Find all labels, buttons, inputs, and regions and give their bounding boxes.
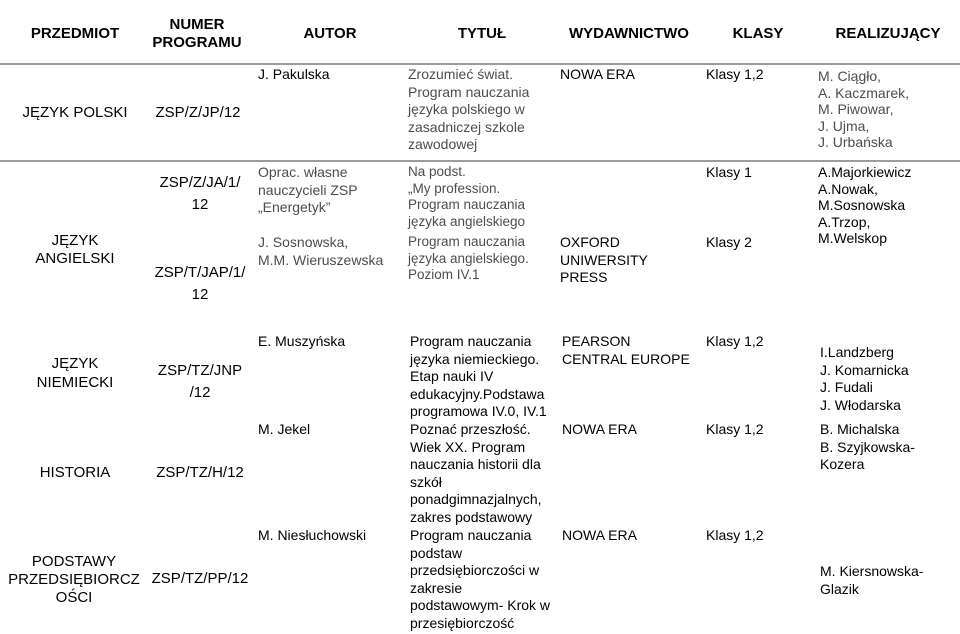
angielski-tytul-2: Program nauczania języka angielskiego. Poziom IV.1 bbox=[408, 234, 529, 282]
niemiecki-klasy: Klasy 1,2 bbox=[706, 333, 764, 349]
historia-tytul: Poznać przeszłość. Wiek XX. Program nauczania historii dla szkół ponadgimnazjalnych, zakres podstawowy bbox=[410, 421, 542, 525]
angielski-przedmiot: JĘZYK ANGIELSKI bbox=[35, 232, 115, 267]
przedsiebiorczosc-tytul: Program nauczania podstaw przedsiębiorczości w zakresie podstawowym- Krok w przesiębiorczość bbox=[410, 527, 551, 631]
header-numer-programu: NUMER PROGRAMU bbox=[152, 16, 242, 51]
header-przedmiot: PRZEDMIOT bbox=[30, 25, 120, 42]
angielski-numer-1: ZSP/Z/JA/1/ 12 bbox=[159, 174, 241, 213]
historia-autor: M. Jekel bbox=[258, 421, 311, 437]
angielski-klasy-1: Klasy 1 bbox=[706, 164, 752, 180]
historia-przedmiot: HISTORIA bbox=[39, 464, 111, 481]
przedsiebiorczosc-przedmiot: PODSTAWY PRZEDSIĘBIORCZ OŚCI bbox=[8, 553, 140, 606]
historia-numer: ZSP/TZ/H/12 bbox=[156, 464, 244, 481]
przedsiebiorczosc-klasy: Klasy 1,2 bbox=[706, 527, 764, 543]
polski-bottom-rule bbox=[0, 160, 960, 162]
angielski-klasy-2: Klasy 2 bbox=[706, 234, 752, 250]
historia-realizujacy: B. Michalska B. Szyjkowska- Kozera bbox=[820, 421, 915, 472]
przedsiebiorczosc-numer: ZSP/TZ/PP/12 bbox=[151, 570, 249, 587]
historia-wydawnictwo: NOWA ERA bbox=[562, 421, 637, 437]
polski-realizujacy: M. Ciągło, A. Kaczmarek, M. Piwowar, J. Ujma, J. Urbańska bbox=[818, 68, 910, 150]
polski-tytul: Zrozumieć świat. Program nauczania języka polskiego w zasadniczej szkole zawodowej bbox=[408, 66, 530, 152]
historia-klasy: Klasy 1,2 bbox=[706, 421, 764, 437]
niemiecki-realizujacy: I.Landzberg J. Komarnicka J. Fudali J. Włodarska bbox=[820, 344, 909, 413]
angielski-tytul-1: Na podst. „My profession. Program nauczania języka angielskiego bbox=[408, 164, 526, 229]
polski-przedmiot: JĘZYK POLSKI bbox=[22, 104, 128, 121]
angielski-wydawnictwo: OXFORD UNIWERSITY PRESS bbox=[560, 234, 648, 285]
niemiecki-przedmiot: JĘZYK NIEMIECKI bbox=[36, 355, 114, 391]
przedsiebiorczosc-autor: M. Niesłuchowski bbox=[258, 527, 367, 543]
header-klasy: KLASY bbox=[732, 25, 784, 42]
polski-wydawnictwo: NOWA ERA bbox=[560, 66, 635, 82]
niemiecki-tytul: Program nauczania języka niemieckiego. Etap nauki IV edukacyjny.Podstawa programowa IV.0, IV.1 bbox=[410, 333, 547, 419]
header-wydawnictwo: WYDAWNICTWO bbox=[569, 25, 689, 42]
polski-numer: ZSP/Z/JP/12 bbox=[155, 104, 241, 121]
angielski-autor-1: Oprac. własne nauczycieli ZSP „Energetyk” bbox=[258, 164, 358, 215]
polski-klasy: Klasy 1,2 bbox=[706, 66, 764, 82]
angielski-autor-2: J. Sosnowska, M.M. Wieruszewska bbox=[258, 234, 384, 268]
angielski-numer-2: ZSP/T/JAP/1/ 12 bbox=[154, 264, 246, 303]
header-bottom-rule bbox=[0, 63, 960, 65]
niemiecki-autor: E. Muszyńska bbox=[258, 333, 346, 349]
angielski-realizujacy: A.Majorkiewicz A.Nowak, M.Sosnowska A.Trzop, M.Welskop bbox=[818, 164, 912, 246]
niemiecki-numer: ZSP/TZ/JNP /12 bbox=[157, 362, 243, 401]
header-autor: AUTOR bbox=[303, 25, 357, 42]
polski-autor: J. Pakulska bbox=[258, 66, 330, 82]
header-realizujacy: REALIZUJĄCY bbox=[835, 25, 941, 42]
niemiecki-wydawnictwo: PEARSON CENTRAL EUROPE bbox=[562, 333, 690, 367]
przedsiebiorczosc-wydawnictwo: NOWA ERA bbox=[562, 527, 637, 543]
przedsiebiorczosc-realizujacy: M. Kiersnowska- Glazik bbox=[820, 563, 924, 597]
header-tytul: TYTUŁ bbox=[457, 25, 507, 42]
